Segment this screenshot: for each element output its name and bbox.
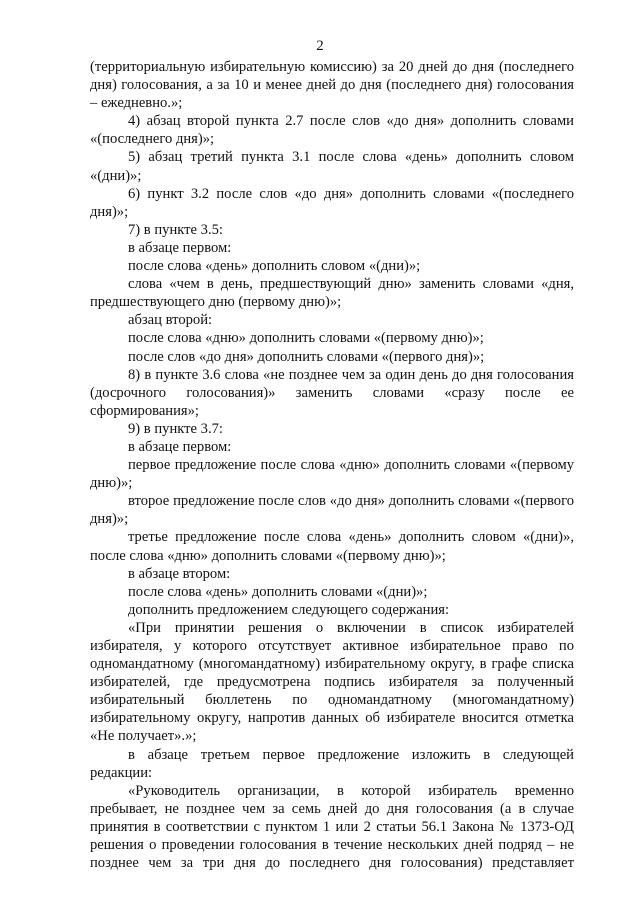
- paragraph: в абзаце втором:: [128, 565, 231, 582]
- paragraph: в абзаце первом:: [128, 438, 232, 455]
- paragraph: 9) в пункте 3.7:: [128, 420, 223, 437]
- paragraph: первое предложение после слова «дню» дополнить словами «(первому дню)»;: [90, 457, 574, 492]
- paragraph: «При принятии решения о включении в список избирателей избирателя, у которого отсутствует активное избирательное право по одномандатному (многомандатному) избирательному округу, в графе списка избирателей, где предусмотрена подпись избирателя за полученный избирательный бюллетень по одномандатному (многомандатному) избирательному округу, напротив данных об избирателе вносится отметка «Не получает».»;: [90, 619, 574, 745]
- paragraph: 8) в пункте 3.6 слова «не позднее чем за один день до дня голосования (досрочного голосования)» заменить словами «сразу после ее сформирования»;: [90, 366, 574, 419]
- paragraph: после слова «день» дополнить словами «(дни)»;: [128, 583, 428, 600]
- paragraph: 5) абзац третий пункта 3.1 после слова «день» дополнить словом «(дни)»;: [90, 149, 574, 184]
- paragraph: 4) абзац второй пункта 2.7 после слов «до дня» дополнить словами «(последнего дня)»;: [90, 113, 574, 148]
- paragraph: абзац второй:: [128, 312, 213, 329]
- paragraph: после слов «до дня» дополнить словами «(первого дня)»;: [128, 348, 485, 365]
- paragraph: слова «чем в день, предшествующий дню» заменить словами «дня, предшествующего дню (первому дню)»;: [90, 276, 574, 311]
- paragraph: (территориальную избирательную комиссию) за 20 дней до дня (последнего дня) голосования, а за 10 и менее дней до дня (последнего дня) голосования – ежедневно.»;: [90, 59, 574, 112]
- paragraph: после слова «дню» дополнить словами «(первому дню)»;: [128, 330, 484, 347]
- paragraph: второе предложение после слов «до дня» дополнить словами «(первого дня)»;: [90, 493, 574, 528]
- document-body: [90, 58, 574, 872]
- paragraph: дополнить предложением следующего содержания:: [128, 601, 450, 618]
- paragraph: третье предложение после слова «день» дополнить словом «(дни)», после слова «дню» дополнить словами «(первому дню)»;: [90, 529, 574, 564]
- paragraph: в абзаце первом:: [128, 239, 232, 256]
- paragraph: после слова «день» дополнить словом «(дни)»;: [128, 258, 421, 275]
- page-number: 2: [316, 38, 324, 54]
- paragraph: «Руководитель организации, в которой избиратель временно пребывает, не позднее чем за семь дней до дня голосования (а в случае принятия в соответствии с пунктом 1 или 2 статьи 56.1 Закона № 1373-ОД решения о проведении голосования в течение нескольких дней подряд – не позднее чем за три дня до последнего дня голосования) представляет: [90, 782, 574, 872]
- paragraph: в абзаце третьем первое предложение изложить в следующей редакции:: [90, 746, 574, 781]
- paragraph: 7) в пункте 3.5:: [128, 221, 223, 238]
- paragraph: 6) пункт 3.2 после слов «до дня» дополнить словами «(последнего дня)»;: [90, 185, 574, 220]
